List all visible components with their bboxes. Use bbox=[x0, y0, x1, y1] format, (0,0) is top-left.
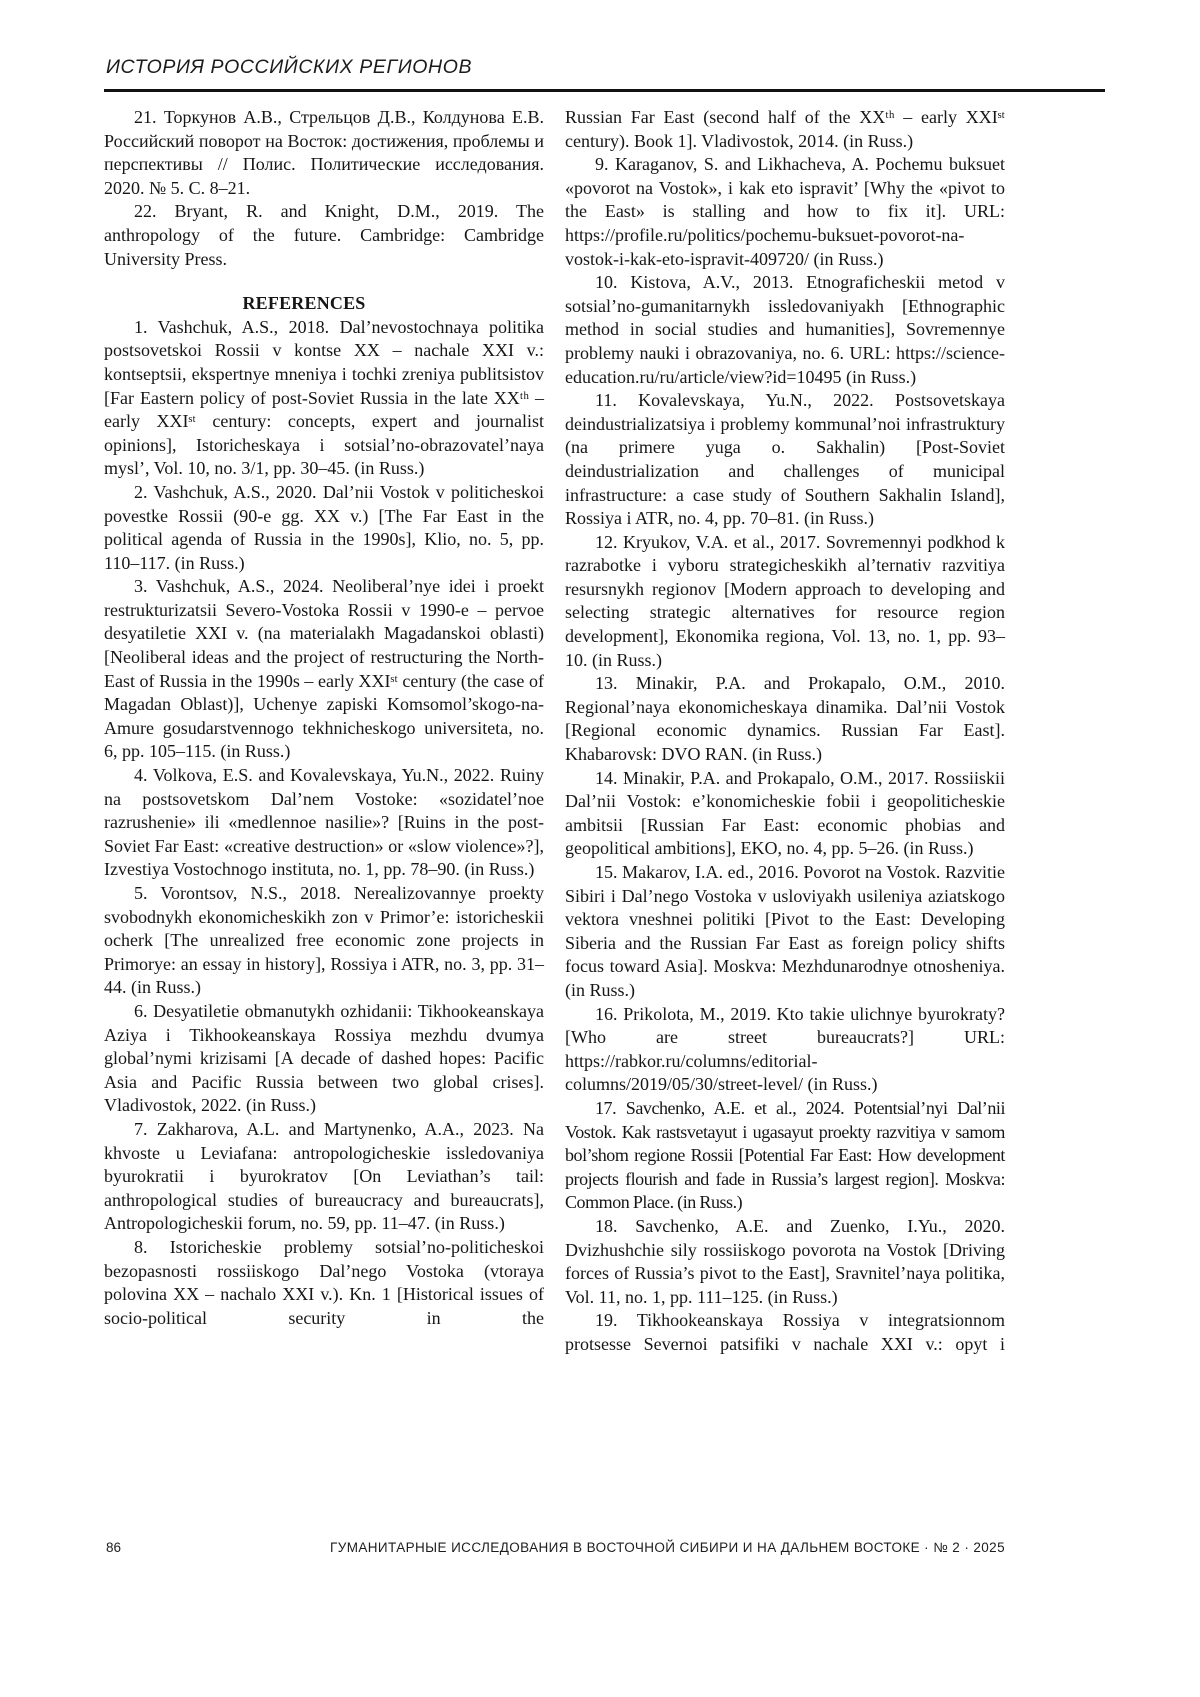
reference-item: 2. Vashchuk, A.S., 2020. Dal’nii Vostok v politicheskoi povestke Rossii (90-e gg. XX v.) [The Far East in the political agenda of Russia in the 1990s], Klio, no. 5, pp. 110–117. (in Russ.) bbox=[104, 481, 544, 573]
reference-item: 14. Minakir, P.A. and Prokapalo, O.M., 2017. Rossiiskii Dal’nii Vostok: e’konomicheskie fobii i geopoliticheskie ambitsii [Russian Far East: economic phobias and geopolitical ambitions], EKO, no. 4, pp. 5–26. (in Russ.) bbox=[565, 767, 1005, 859]
reference-item: 4. Volkova, E.S. and Kovalevskaya, Yu.N., 2022. Ruiny na postsovetskom Dal’nem Vostoke: «sozidatel’noe razrushenie» ili «medlennoe nasilie»? [Ruins in the post-Soviet Far East: «creative destruction» or «slow violence»?], Izvestiya Vostochnogo instituta, no. 1, pp. 78–90. (in Russ.) bbox=[104, 765, 544, 880]
left-column bbox=[104, 106, 544, 1356]
reference-item: 17. Savchenko, A.E. et al., 2024. Potentsial’nyi Dal’nii Vostok. Kak rastsvetayut i ugasayut proekty razvitiya v samom bol’shom regione Rossii [Potential Far East: How development projects flourish and fade in Russia’s largest region]. Moskva: Common Place. (in Russ.) bbox=[565, 1097, 1005, 1213]
reference-item: 15. Makarov, I.A. ed., 2016. Povorot na Vostok. Razvitie Sibiri i Dal’nego Vostoka v usloviyakh usileniya aziatskogo vektora vneshnei politiki [Pivot to the East: Developing Siberia and the Russian Far East as foreign policy shifts focus toward Asia]. Moskva: Mezhdunarodnye otnosheniya. (in Russ.) bbox=[565, 862, 1005, 1000]
bibliography-item: 22. Bryant, R. and Knight, D.M., 2019. The anthropology of the future. Cambridge: Cambridge University Press. bbox=[104, 201, 544, 269]
bibliography-item: 21. Торкунов А.В., Стрельцов Д.В., Колдунова Е.В. Российский поворот на Восток: достижения, проблемы и перспективы // Полис. Политические исследования. 2020. № 5. С. 8–21. bbox=[104, 107, 544, 198]
page-footer bbox=[104, 1540, 1005, 1555]
two-column-body bbox=[104, 106, 1105, 1356]
reference-item-continues: 8. Istoricheskie problemy sotsial’no-politicheskoi bezopasnosti rossiiskogo Dal’nego Vostoka (vtoraya polovina XX – nachalo XXI v.). Kn. 1 [Historical issues of socio-political security in the bbox=[104, 1236, 544, 1328]
page-header bbox=[104, 56, 1105, 92]
reference-item: 3. Vashchuk, A.S., 2024. Neoliberal’nye idei i proekt restrukturizatsii Severo-Vostoka Rossii v 1990-e – pervoe desyatiletie XXI v. (na materialakh Magadanskoi oblasti) [Neoliberal ideas and the project of restructuring the North-East of Russia in the 1990s – early XXIˢᵗ century (the case of Magadan Oblast)], Uchenye zapiski Komsomol’skogo-na-Amure gosudarstvennogo tekhnicheskogo universiteta, no. 6, pp. 105–115. (in Russ.) bbox=[104, 576, 544, 762]
reference-item-continues: 19. Tikhookeanskaya Rossiya v integratsionnom protsesse Severnoi patsifiki v nachale XXI v.: opyt i bbox=[565, 1310, 1005, 1354]
footer-journal-title: ГУМАНИТАРНЫЕ ИССЛЕДОВАНИЯ В ВОСТОЧНОЙ СИБИРИ И НА ДАЛЬНЕМ ВОСТОКЕ · № 2 · 2025 bbox=[330, 1540, 1005, 1555]
right-column bbox=[565, 106, 1005, 1356]
reference-item: 16. Prikolota, M., 2019. Kto takie ulichnye byurokraty? [Who are street bureaucrats?] URL: https://rabkor.ru/columns/editorial-columns/2019/05/30/street-level/ (in Russ.) bbox=[565, 1003, 1005, 1095]
reference-item: 10. Kistova, A.V., 2013. Etnograficheskii metod v sotsial’no-gumanitarnykh issledovaniyakh [Ethnographic method in social studies and humanities], Sovremennye problemy nauki i obrazovaniya, no. 6. URL: https://science-education.ru/ru/article/view?id=10495 (in Russ.) bbox=[565, 272, 1005, 387]
reference-item: 1. Vashchuk, A.S., 2018. Dal’nevostochnaya politika postsovetskoi Rossii v kontse XX – nachale XXI v.: kontseptsii, ekspertnye mneniya i tochki zreniya publitsistov [Far Eastern policy of post-Soviet Russia in the late XXᵗʰ – early XXIˢᵗ century: concepts, expert and journalist opinions], Istoricheskaya i sotsial’no-obrazovatel’naya mysl’, Vol. 10, no. 3/1, pp. 30–45. (in Russ.) bbox=[104, 316, 544, 479]
reference-item: 7. Zakharova, A.L. and Martynenko, A.A., 2023. Na khvoste u Leviafana: antropologicheskie issledovaniya byurokratii i byurokratov [On Leviathan’s tail: anthropological studies of bureaucracy and bureaucrats], Antropologicheskii forum, no. 59, pp. 11–47. (in Russ.) bbox=[104, 1118, 544, 1234]
reference-item: 9. Karaganov, S. and Likhacheva, A. Pochemu buksuet «povorot na Vostok», i kak eto ispravit’ [Why the «pivot to the East» is stalling and how to fix it]. URL: https://profile.ru/politics/pochemu-buksuet-povorot-na-vostok-i-kak-eto-ispravit-409720/ (in Russ.) bbox=[565, 154, 1005, 269]
reference-item: 18. Savchenko, A.E. and Zuenko, I.Yu., 2020. Dvizhushchie sily rossiiskogo povorota na Vostok [Driving forces of Russia’s pivot to the East], Sravnitel’naya politika, Vol. 11, no. 1, pp. 111–125. (in Russ.) bbox=[565, 1215, 1005, 1307]
reference-item: 6. Desyatiletie obmanutykh ozhidanii: Tikhookeanskaya Aziya i Tikhookeanskaya Rossiya mezhdu dvumya global’nymi krizisami [A decade of dashed hopes: Pacific Asia and Pacific Russia between two global crises]. Vladivostok, 2022. (in Russ.) bbox=[104, 1000, 544, 1116]
reference-item: 5. Vorontsov, N.S., 2018. Nerealizovannye proekty svobodnykh ekonomicheskikh zon v Primor’e: istoricheskii ocherk [The unrealized free economic zone projects in Primorye: an essay in history], Rossiya i ATR, no. 3, pp. 31–44. (in Russ.) bbox=[104, 883, 544, 998]
reference-item: 13. Minakir, P.A. and Prokapalo, O.M., 2010. Regional’naya ekonomicheskaya dinamika. Dal’nii Vostok [Regional economic dynamics. Russian Far East]. Khabarovsk: DVO RAN. (in Russ.) bbox=[565, 673, 1005, 765]
reference-item-continuation: Russian Far East (second half of the XXᵗʰ – early XXIˢᵗ century). Book 1]. Vladivostok, 2014. (in Russ.) bbox=[565, 107, 1005, 151]
reference-item: 11. Kovalevskaya, Yu.N., 2022. Postsovetskaya deindustrializatsiya i problemy kommunal’noi infrastruktury (na primere yuga o. Sakhalin) [Post-Soviet deindustrialization and challenges of municipal infrastructure: a case study of Southern Sakhalin Island], Rossiya i ATR, no. 4, pp. 70–81. (in Russ.) bbox=[565, 390, 1005, 529]
running-head: ИСТОРИЯ РОССИЙСКИХ РЕГИОНОВ bbox=[106, 56, 473, 78]
header-rule-divider bbox=[104, 89, 1105, 92]
reference-item: 12. Kryukov, V.A. et al., 2017. Sovremennyi podkhod k razrabotke i vyboru strategicheskikh al’ternativ razvitiya resursnykh regionov [Modern approach to developing and selecting strategic alternatives for resource region development], Ekonomika regiona, Vol. 13, no. 1, pp. 93–10. (in Russ.) bbox=[565, 531, 1005, 670]
page-number: 86 bbox=[106, 1540, 122, 1555]
references-heading: REFERENCES bbox=[242, 293, 366, 314]
